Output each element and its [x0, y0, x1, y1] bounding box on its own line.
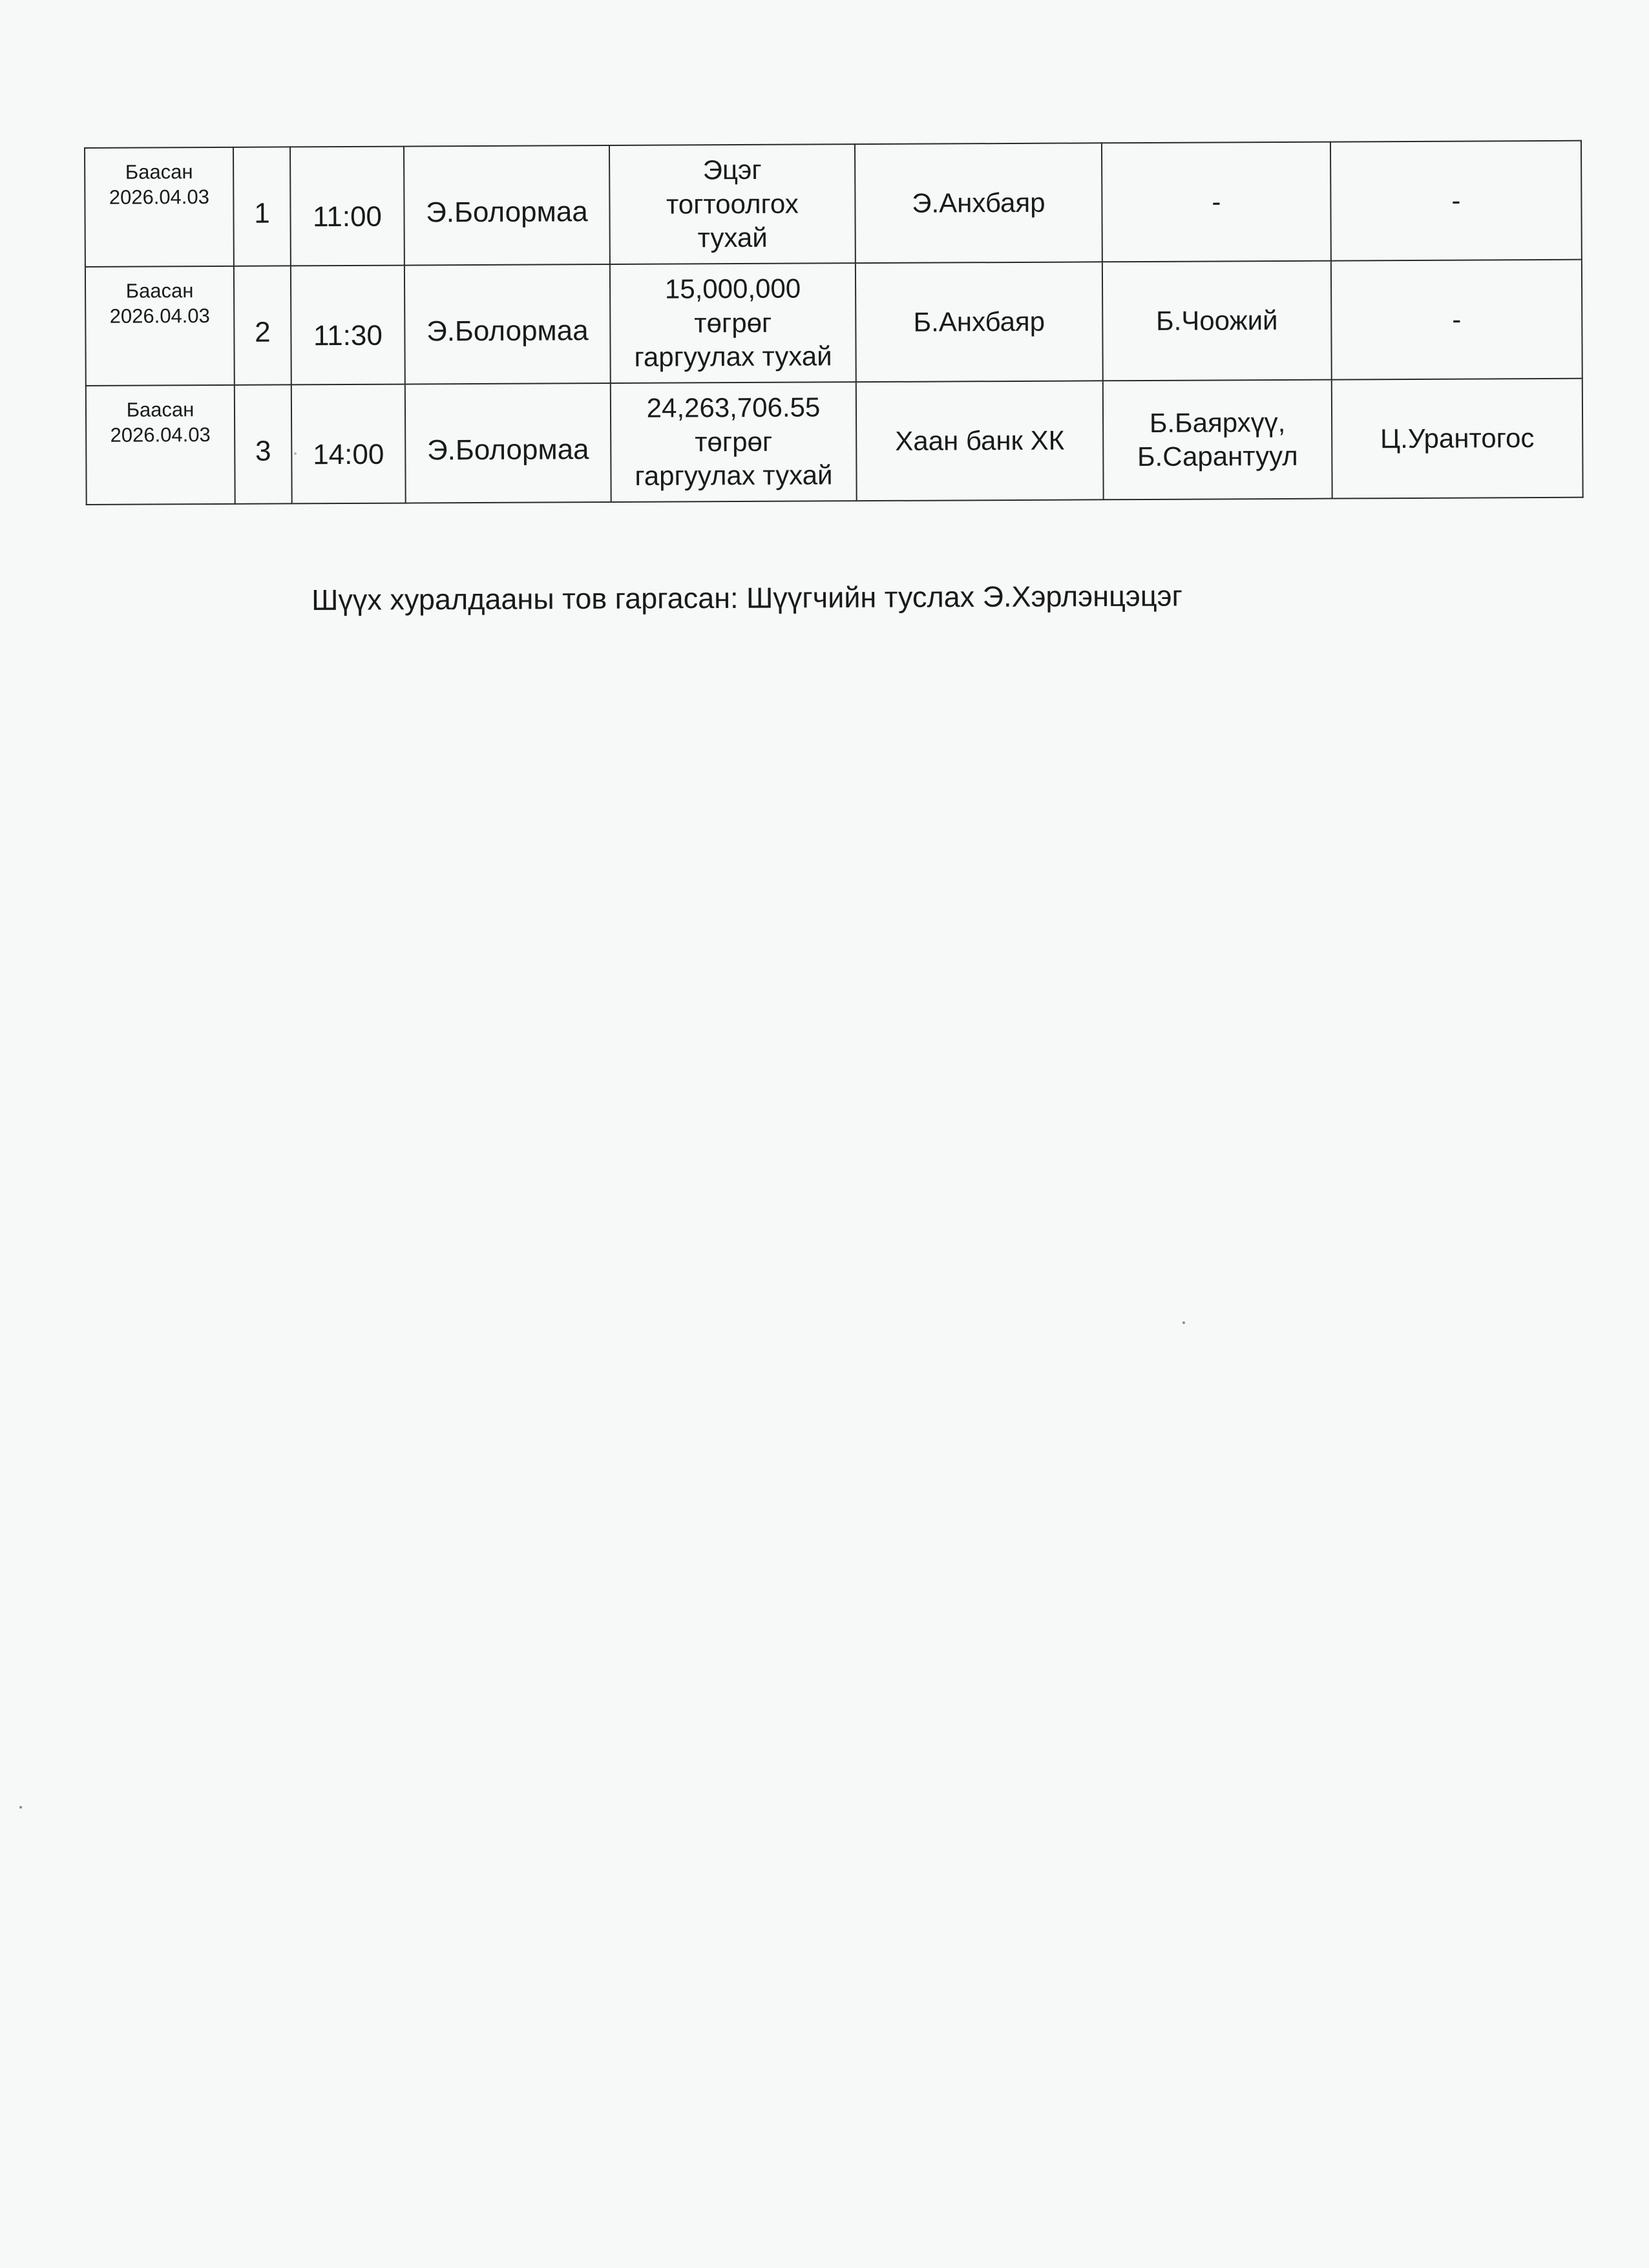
defendant	[1102, 261, 1332, 381]
date-label: 2026.04.03	[109, 304, 210, 328]
defendant-line: Б.Сарантуул	[1137, 440, 1298, 472]
case-line: тогтоолгох	[666, 188, 799, 220]
judge-name: Э.Болормаа	[404, 145, 610, 266]
plaintiff: Б.Анхбаяр	[856, 262, 1103, 382]
third-party: Ц.Урантогос	[1332, 379, 1583, 499]
plaintiff: Э.Анхбаяр	[855, 143, 1102, 263]
row-number: 3	[235, 384, 292, 503]
scan-speck	[19, 1806, 22, 1809]
hearing-schedule-table	[84, 140, 1584, 505]
case-line: төгрөг	[694, 307, 772, 339]
judge-name: Э.Болормаа	[404, 264, 611, 384]
hearing-time: 14:00	[291, 384, 406, 504]
defendant	[1103, 380, 1332, 500]
hearing-time: 11:00	[290, 147, 404, 266]
plaintiff: Хаан банк ХК	[856, 381, 1104, 501]
day-label: Баасан	[126, 398, 194, 421]
judge-name: Э.Болормаа	[405, 383, 611, 503]
schedule-issued-by: Шүүх хуралдааны тов гаргасан: Шүүгчийн туслах Э.Хэрлэнцэцэг	[311, 579, 1183, 616]
day-date-cell	[86, 385, 235, 505]
defendant	[1102, 142, 1331, 262]
third-party: -	[1330, 141, 1582, 261]
defendant-line: Б.Баярхүү,	[1149, 406, 1286, 438]
case-description	[611, 382, 857, 502]
case-line: 15,000,000	[664, 273, 801, 304]
case-line: гаргуулах тухай	[635, 459, 833, 492]
table-row	[85, 260, 1582, 386]
table-row	[86, 379, 1583, 505]
case-line: гаргуулах тухай	[634, 341, 832, 373]
scan-speck	[1182, 1321, 1185, 1324]
date-label: 2026.04.03	[110, 423, 211, 446]
third-party: -	[1331, 260, 1582, 380]
row-number: 1	[233, 147, 291, 266]
day-date-cell	[85, 266, 235, 386]
scan-speck	[294, 452, 297, 455]
table-row	[85, 141, 1582, 267]
case-line: Эцэг	[702, 154, 762, 185]
day-label: Баасан	[125, 279, 194, 302]
row-number: 2	[234, 266, 291, 384]
case-line: төгрөг	[695, 426, 773, 457]
day-label: Баасан	[125, 160, 193, 184]
defendant-line: Б.Чоожий	[1155, 304, 1278, 336]
case-description	[610, 263, 856, 383]
case-line: 24,263,706.55	[646, 392, 821, 423]
date-label: 2026.04.03	[109, 185, 210, 209]
hearing-time: 11:30	[291, 266, 405, 385]
defendant-line: -	[1212, 186, 1221, 217]
case-description	[609, 144, 856, 264]
day-date-cell	[85, 147, 234, 267]
case-line: тухай	[697, 222, 768, 253]
